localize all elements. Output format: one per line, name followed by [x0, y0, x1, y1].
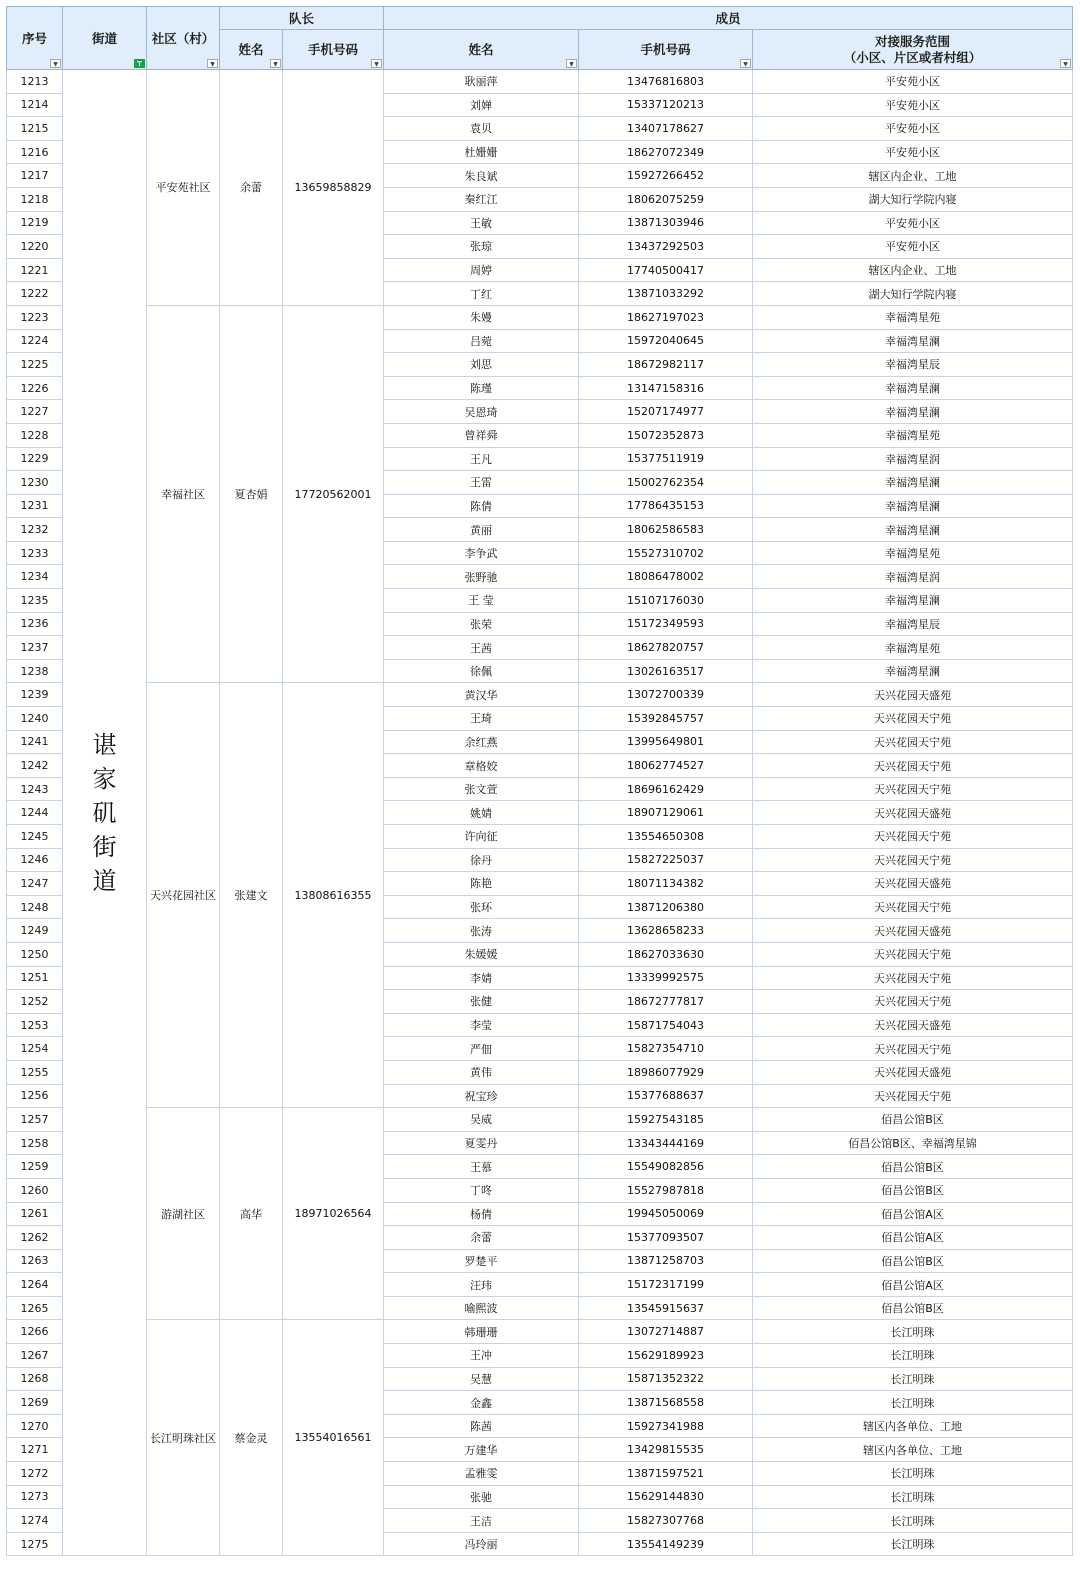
member-scope-cell[interactable]: 幸福湾星苑 [753, 305, 1073, 329]
row-seq-cell[interactable]: 1252 [7, 990, 63, 1014]
member-scope-cell[interactable]: 天兴花园天盛苑 [753, 1060, 1073, 1084]
member-phone-cell[interactable]: 13871303946 [579, 211, 753, 235]
filter-dropdown-icon[interactable]: ▼ [270, 59, 281, 68]
leader-phone-cell[interactable]: 17720562001 [283, 305, 384, 683]
filter-dropdown-icon[interactable]: ▼ [50, 59, 61, 68]
member-scope-cell[interactable]: 平安苑小区 [753, 140, 1073, 164]
header-leader-group: 队长 [220, 7, 384, 30]
row-seq-cell[interactable]: 1267 [7, 1344, 63, 1368]
member-phone-cell[interactable]: 18672982117 [579, 353, 753, 377]
row-seq-cell[interactable]: 1232 [7, 518, 63, 542]
row-seq-cell[interactable]: 1234 [7, 565, 63, 589]
community-cell[interactable]: 幸福社区 [147, 305, 220, 683]
member-scope-cell[interactable]: 湖大知行学院内寝 [753, 282, 1073, 306]
member-phone-cell[interactable]: 13554149239 [579, 1532, 753, 1556]
member-scope-cell[interactable]: 幸福湾星辰 [753, 353, 1073, 377]
row-seq-cell[interactable]: 1231 [7, 494, 63, 518]
table-row [7, 1320, 1073, 1344]
row-seq-cell[interactable]: 1271 [7, 1438, 63, 1462]
member-phone-cell[interactable]: 13072714887 [579, 1320, 753, 1344]
member-name-cell[interactable]: 陈倩 [384, 494, 579, 518]
header-leader-phone: 手机号码 ▼ [283, 30, 384, 70]
member-name-cell[interactable]: 王慕 [384, 1155, 579, 1179]
member-phone-cell[interactable]: 15629189923 [579, 1344, 753, 1368]
leader-name-cell[interactable]: 余蕾 [220, 70, 283, 306]
member-name-cell[interactable]: 刘思 [384, 353, 579, 377]
row-seq-cell[interactable]: 1235 [7, 589, 63, 613]
member-name-cell[interactable]: 杜姗姗 [384, 140, 579, 164]
member-name-cell[interactable]: 余蕾 [384, 1226, 579, 1250]
row-seq-cell[interactable]: 1247 [7, 872, 63, 896]
member-name-cell[interactable]: 张环 [384, 895, 579, 919]
member-phone-cell[interactable]: 18062075259 [579, 187, 753, 211]
member-phone-cell[interactable]: 18627197023 [579, 305, 753, 329]
member-phone-cell[interactable]: 17786435153 [579, 494, 753, 518]
member-scope-cell[interactable]: 长江明珠 [753, 1391, 1073, 1415]
member-name-cell[interactable]: 王敏 [384, 211, 579, 235]
member-name-cell[interactable]: 王 莹 [384, 589, 579, 613]
member-scope-cell[interactable]: 天兴花园天盛苑 [753, 919, 1073, 943]
member-phone-cell[interactable]: 15337120213 [579, 93, 753, 117]
member-scope-cell[interactable]: 幸福湾星润 [753, 447, 1073, 471]
member-phone-cell[interactable]: 18907129061 [579, 801, 753, 825]
member-phone-cell[interactable]: 15172317199 [579, 1273, 753, 1297]
table-row [7, 70, 1073, 94]
member-name-cell[interactable]: 丁咚 [384, 1178, 579, 1202]
community-cell[interactable]: 长江明珠社区 [147, 1320, 220, 1556]
row-seq-cell[interactable]: 1255 [7, 1060, 63, 1084]
member-scope-cell[interactable]: 平安苑小区 [753, 93, 1073, 117]
member-scope-cell[interactable]: 幸福湾星苑 [753, 423, 1073, 447]
row-seq-cell[interactable]: 1230 [7, 471, 63, 495]
member-name-cell[interactable]: 杨倩 [384, 1202, 579, 1226]
filter-dropdown-icon[interactable]: ▼ [371, 59, 382, 68]
row-seq-cell[interactable]: 1248 [7, 895, 63, 919]
member-scope-cell[interactable]: 辖区内企业、工地 [753, 164, 1073, 188]
table-row [7, 1108, 1073, 1132]
member-scope-cell[interactable]: 天兴花园天宁苑 [753, 990, 1073, 1014]
member-phone-cell[interactable]: 13871258703 [579, 1249, 753, 1273]
member-scope-cell[interactable]: 长江明珠 [753, 1320, 1073, 1344]
member-scope-cell[interactable]: 平安苑小区 [753, 235, 1073, 259]
row-seq-cell[interactable]: 1223 [7, 305, 63, 329]
member-phone-cell[interactable]: 13628658233 [579, 919, 753, 943]
member-scope-cell[interactable]: 长江明珠 [753, 1485, 1073, 1509]
table-header [7, 7, 1073, 70]
row-seq-cell[interactable]: 1249 [7, 919, 63, 943]
member-name-cell[interactable]: 金鑫 [384, 1391, 579, 1415]
member-scope-cell[interactable]: 平安苑小区 [753, 117, 1073, 141]
member-scope-cell[interactable]: 天兴花园天宁苑 [753, 707, 1073, 731]
row-seq-cell[interactable]: 1265 [7, 1296, 63, 1320]
row-seq-cell[interactable]: 1224 [7, 329, 63, 353]
leader-name-cell[interactable]: 张建文 [220, 683, 283, 1108]
row-seq-cell[interactable]: 1241 [7, 730, 63, 754]
row-seq-cell[interactable]: 1218 [7, 187, 63, 211]
member-name-cell[interactable]: 周婷 [384, 258, 579, 282]
member-name-cell[interactable]: 张健 [384, 990, 579, 1014]
row-seq-cell[interactable]: 1239 [7, 683, 63, 707]
header-community: 社区（村） ▼ [147, 7, 220, 70]
member-scope-cell[interactable]: 辖区内各单位、工地 [753, 1438, 1073, 1462]
member-scope-cell[interactable]: 幸福湾星澜 [753, 659, 1073, 683]
row-seq-cell[interactable]: 1221 [7, 258, 63, 282]
row-seq-cell[interactable]: 1240 [7, 707, 63, 731]
header-leader-name: 姓名 ▼ [220, 30, 283, 70]
member-phone-cell[interactable]: 15207174977 [579, 400, 753, 424]
member-name-cell[interactable]: 王雷 [384, 471, 579, 495]
member-name-cell[interactable]: 丁红 [384, 282, 579, 306]
member-phone-cell[interactable]: 15871352322 [579, 1367, 753, 1391]
row-seq-cell[interactable]: 1258 [7, 1131, 63, 1155]
member-scope-cell[interactable]: 天兴花园天盛苑 [753, 801, 1073, 825]
filter-dropdown-icon[interactable]: ▼ [207, 59, 218, 68]
member-scope-cell[interactable]: 天兴花园天宁苑 [753, 777, 1073, 801]
member-name-cell[interactable]: 罗楚平 [384, 1249, 579, 1273]
row-seq-cell[interactable]: 1236 [7, 612, 63, 636]
member-phone-cell[interactable]: 15549082856 [579, 1155, 753, 1179]
member-phone-cell[interactable]: 13026163517 [579, 659, 753, 683]
member-scope-cell[interactable]: 天兴花园天宁苑 [753, 848, 1073, 872]
member-name-cell[interactable]: 刘婵 [384, 93, 579, 117]
row-seq-cell[interactable]: 1253 [7, 1013, 63, 1037]
row-seq-cell[interactable]: 1275 [7, 1532, 63, 1556]
header-member-group: 成员 [384, 7, 1073, 30]
row-seq-cell[interactable]: 1263 [7, 1249, 63, 1273]
member-name-cell[interactable]: 韩珊珊 [384, 1320, 579, 1344]
header-scope: 对接服务范围 （小区、片区或者村组） ▼ [753, 30, 1073, 70]
header-member-phone: 手机号码 ▼ [579, 30, 753, 70]
member-name-cell[interactable]: 吴恩琦 [384, 400, 579, 424]
member-scope-cell[interactable]: 幸福湾星澜 [753, 471, 1073, 495]
member-scope-cell[interactable]: 幸福湾星润 [753, 565, 1073, 589]
leader-phone-cell[interactable]: 13554016561 [283, 1320, 384, 1556]
row-seq-cell[interactable]: 1227 [7, 400, 63, 424]
member-phone-cell[interactable]: 15927543185 [579, 1108, 753, 1132]
member-phone-cell[interactable]: 13554650308 [579, 825, 753, 849]
member-phone-cell[interactable]: 15002762354 [579, 471, 753, 495]
community-cell[interactable]: 游湖社区 [147, 1108, 220, 1320]
table-row [7, 305, 1073, 329]
member-name-cell[interactable]: 曾祥舜 [384, 423, 579, 447]
member-name-cell[interactable]: 秦红江 [384, 187, 579, 211]
member-scope-cell[interactable]: 长江明珠 [753, 1367, 1073, 1391]
member-name-cell[interactable]: 张驰 [384, 1485, 579, 1509]
member-phone-cell[interactable]: 15107176030 [579, 589, 753, 613]
member-table [6, 6, 1073, 1556]
member-name-cell[interactable]: 夏雯丹 [384, 1131, 579, 1155]
member-scope-cell[interactable]: 长江明珠 [753, 1462, 1073, 1486]
member-name-cell[interactable]: 张野驰 [384, 565, 579, 589]
member-name-cell[interactable]: 王洁 [384, 1509, 579, 1533]
member-name-cell[interactable]: 王琦 [384, 707, 579, 731]
leader-name-cell[interactable]: 夏杏娟 [220, 305, 283, 683]
row-seq-cell[interactable]: 1225 [7, 353, 63, 377]
member-phone-cell[interactable]: 15827354710 [579, 1037, 753, 1061]
row-seq-cell[interactable]: 1266 [7, 1320, 63, 1344]
member-scope-cell[interactable]: 佰昌公馆B区 [753, 1296, 1073, 1320]
member-scope-cell[interactable]: 佰昌公馆A区 [753, 1202, 1073, 1226]
member-scope-cell[interactable]: 佰昌公馆B区 [753, 1249, 1073, 1273]
member-phone-cell[interactable]: 13545915637 [579, 1296, 753, 1320]
member-phone-cell[interactable]: 15527987818 [579, 1178, 753, 1202]
member-phone-cell[interactable]: 18986077929 [579, 1060, 753, 1084]
member-scope-cell[interactable]: 佰昌公馆B区 [753, 1108, 1073, 1132]
member-name-cell[interactable]: 朱嫚 [384, 305, 579, 329]
leader-phone-cell[interactable]: 13659858829 [283, 70, 384, 306]
member-phone-cell[interactable]: 19945050069 [579, 1202, 753, 1226]
member-scope-cell[interactable]: 平安苑小区 [753, 211, 1073, 235]
member-scope-cell[interactable]: 辖区内企业、工地 [753, 258, 1073, 282]
member-name-cell[interactable]: 喻熙波 [384, 1296, 579, 1320]
member-phone-cell[interactable]: 15377511919 [579, 447, 753, 471]
member-phone-cell[interactable]: 18627033630 [579, 942, 753, 966]
row-seq-cell[interactable]: 1272 [7, 1462, 63, 1486]
member-scope-cell[interactable]: 幸福湾星澜 [753, 589, 1073, 613]
member-name-cell[interactable]: 吴慧 [384, 1367, 579, 1391]
member-scope-cell[interactable]: 佰昌公馆A区 [753, 1226, 1073, 1250]
member-phone-cell[interactable]: 15377093507 [579, 1226, 753, 1250]
row-seq-cell[interactable]: 1237 [7, 636, 63, 660]
row-seq-cell[interactable]: 1251 [7, 966, 63, 990]
member-phone-cell[interactable]: 17740500417 [579, 258, 753, 282]
community-cell[interactable]: 平安苑社区 [147, 70, 220, 306]
row-seq-cell[interactable]: 1245 [7, 825, 63, 849]
row-seq-cell[interactable]: 1228 [7, 423, 63, 447]
row-seq-cell[interactable]: 1274 [7, 1509, 63, 1533]
member-scope-cell[interactable]: 天兴花园天盛苑 [753, 683, 1073, 707]
member-name-cell[interactable]: 张文萱 [384, 777, 579, 801]
row-seq-cell[interactable]: 1229 [7, 447, 63, 471]
member-phone-cell[interactable]: 15527310702 [579, 541, 753, 565]
member-phone-cell[interactable]: 15972040645 [579, 329, 753, 353]
member-scope-cell[interactable]: 幸福湾星苑 [753, 541, 1073, 565]
member-name-cell[interactable]: 吴威 [384, 1108, 579, 1132]
member-scope-cell[interactable]: 佰昌公馆A区 [753, 1273, 1073, 1297]
row-seq-cell[interactable]: 1256 [7, 1084, 63, 1108]
member-phone-cell[interactable]: 13476816803 [579, 70, 753, 94]
member-phone-cell[interactable]: 13339992575 [579, 966, 753, 990]
member-phone-cell[interactable]: 18627072349 [579, 140, 753, 164]
member-scope-cell[interactable]: 幸福湾星苑 [753, 636, 1073, 660]
member-name-cell[interactable]: 李婧 [384, 966, 579, 990]
member-scope-cell[interactable]: 辖区内各单位、工地 [753, 1414, 1073, 1438]
member-name-cell[interactable]: 严佃 [384, 1037, 579, 1061]
member-name-cell[interactable]: 姚婧 [384, 801, 579, 825]
member-scope-cell[interactable]: 天兴花园天宁苑 [753, 966, 1073, 990]
street-cell[interactable]: 谌 家 矶 街 道 [63, 70, 147, 1556]
row-seq-cell[interactable]: 1264 [7, 1273, 63, 1297]
leader-phone-cell[interactable]: 13808616355 [283, 683, 384, 1108]
member-scope-cell[interactable]: 佰昌公馆B区 [753, 1155, 1073, 1179]
member-phone-cell[interactable]: 15871754043 [579, 1013, 753, 1037]
member-phone-cell[interactable]: 13343444169 [579, 1131, 753, 1155]
row-seq-cell[interactable]: 1242 [7, 754, 63, 778]
member-name-cell[interactable]: 朱媛媛 [384, 942, 579, 966]
member-phone-cell[interactable]: 15377688637 [579, 1084, 753, 1108]
member-name-cell[interactable]: 章格姣 [384, 754, 579, 778]
filter-dropdown-icon[interactable]: ▼ [740, 59, 751, 68]
member-phone-cell[interactable]: 13072700339 [579, 683, 753, 707]
member-name-cell[interactable]: 陈瑾 [384, 376, 579, 400]
member-scope-cell[interactable]: 佰昌公馆B区 [753, 1178, 1073, 1202]
member-phone-cell[interactable]: 15827225037 [579, 848, 753, 872]
member-name-cell[interactable]: 王冲 [384, 1344, 579, 1368]
member-scope-cell[interactable]: 天兴花园天宁苑 [753, 825, 1073, 849]
member-scope-cell[interactable]: 幸福湾星澜 [753, 329, 1073, 353]
row-seq-cell[interactable]: 1217 [7, 164, 63, 188]
member-phone-cell[interactable]: 13147158316 [579, 376, 753, 400]
member-name-cell[interactable]: 黄丽 [384, 518, 579, 542]
member-name-cell[interactable]: 黄伟 [384, 1060, 579, 1084]
header-member-name: 姓名 ▼ [384, 30, 579, 70]
member-phone-cell[interactable]: 18062586583 [579, 518, 753, 542]
member-scope-cell[interactable]: 长江明珠 [753, 1509, 1073, 1533]
member-scope-cell[interactable]: 平安苑小区 [753, 70, 1073, 94]
member-phone-cell[interactable]: 13871568558 [579, 1391, 753, 1415]
member-name-cell[interactable]: 张琼 [384, 235, 579, 259]
member-scope-cell[interactable]: 幸福湾星澜 [753, 494, 1073, 518]
member-phone-cell[interactable]: 15172349593 [579, 612, 753, 636]
member-phone-cell[interactable]: 15072352873 [579, 423, 753, 447]
member-name-cell[interactable]: 徐丹 [384, 848, 579, 872]
row-seq-cell[interactable]: 1250 [7, 942, 63, 966]
member-scope-cell[interactable]: 天兴花园天宁苑 [753, 895, 1073, 919]
member-phone-cell[interactable]: 18086478002 [579, 565, 753, 589]
leader-name-cell[interactable]: 蔡金灵 [220, 1320, 283, 1556]
member-name-cell[interactable]: 冯玲丽 [384, 1532, 579, 1556]
member-phone-cell[interactable]: 15392845757 [579, 707, 753, 731]
member-scope-cell[interactable]: 幸福湾星辰 [753, 612, 1073, 636]
member-name-cell[interactable]: 孟雅雯 [384, 1462, 579, 1486]
member-scope-cell[interactable]: 长江明珠 [753, 1532, 1073, 1556]
member-name-cell[interactable]: 汪玮 [384, 1273, 579, 1297]
member-phone-cell[interactable]: 13995649801 [579, 730, 753, 754]
member-scope-cell[interactable]: 幸福湾星澜 [753, 400, 1073, 424]
table-body [7, 70, 1073, 1556]
member-name-cell[interactable]: 张荣 [384, 612, 579, 636]
row-seq-cell[interactable]: 1259 [7, 1155, 63, 1179]
filter-dropdown-icon[interactable]: ▼ [566, 59, 577, 68]
community-cell[interactable]: 天兴花园社区 [147, 683, 220, 1108]
member-name-cell[interactable]: 余红燕 [384, 730, 579, 754]
member-phone-cell[interactable]: 15927266452 [579, 164, 753, 188]
row-seq-cell[interactable]: 1219 [7, 211, 63, 235]
member-name-cell[interactable]: 王茜 [384, 636, 579, 660]
row-seq-cell[interactable]: 1226 [7, 376, 63, 400]
member-scope-cell[interactable]: 佰昌公馆B区、幸福湾星锦 [753, 1131, 1073, 1155]
member-name-cell[interactable]: 陈茜 [384, 1414, 579, 1438]
row-seq-cell[interactable]: 1246 [7, 848, 63, 872]
row-seq-cell[interactable]: 1257 [7, 1108, 63, 1132]
row-seq-cell[interactable]: 1222 [7, 282, 63, 306]
filter-active-icon[interactable]: T [134, 59, 145, 68]
row-seq-cell[interactable]: 1233 [7, 541, 63, 565]
member-scope-cell[interactable]: 天兴花园天宁苑 [753, 942, 1073, 966]
member-phone-cell[interactable]: 18062774527 [579, 754, 753, 778]
row-seq-cell[interactable]: 1215 [7, 117, 63, 141]
row-seq-cell[interactable]: 1262 [7, 1226, 63, 1250]
member-name-cell[interactable]: 袁贝 [384, 117, 579, 141]
member-phone-cell[interactable]: 18627820757 [579, 636, 753, 660]
member-name-cell[interactable]: 万建华 [384, 1438, 579, 1462]
member-name-cell[interactable]: 耿丽萍 [384, 70, 579, 94]
member-phone-cell[interactable]: 15927341988 [579, 1414, 753, 1438]
member-name-cell[interactable]: 张涛 [384, 919, 579, 943]
member-phone-cell[interactable]: 15827307768 [579, 1509, 753, 1533]
row-seq-cell[interactable]: 1244 [7, 801, 63, 825]
member-name-cell[interactable]: 李莹 [384, 1013, 579, 1037]
row-seq-cell[interactable]: 1270 [7, 1414, 63, 1438]
row-seq-cell[interactable]: 1260 [7, 1178, 63, 1202]
row-seq-cell[interactable]: 1268 [7, 1367, 63, 1391]
row-seq-cell[interactable]: 1216 [7, 140, 63, 164]
member-phone-cell[interactable]: 18696162429 [579, 777, 753, 801]
member-scope-cell[interactable]: 幸福湾星澜 [753, 518, 1073, 542]
member-phone-cell[interactable]: 13871033292 [579, 282, 753, 306]
member-scope-cell[interactable]: 天兴花园天宁苑 [753, 730, 1073, 754]
member-name-cell[interactable]: 李争武 [384, 541, 579, 565]
leader-phone-cell[interactable]: 18971026564 [283, 1108, 384, 1320]
row-seq-cell[interactable]: 1243 [7, 777, 63, 801]
row-seq-cell[interactable]: 1273 [7, 1485, 63, 1509]
member-name-cell[interactable]: 吕菀 [384, 329, 579, 353]
member-phone-cell[interactable]: 15629144830 [579, 1485, 753, 1509]
row-seq-cell[interactable]: 1220 [7, 235, 63, 259]
row-seq-cell[interactable]: 1213 [7, 70, 63, 94]
row-seq-cell[interactable]: 1238 [7, 659, 63, 683]
member-phone-cell[interactable]: 13437292503 [579, 235, 753, 259]
member-phone-cell[interactable]: 18071134382 [579, 872, 753, 896]
member-phone-cell[interactable]: 13871597521 [579, 1462, 753, 1486]
header-seq: 序号 ▼ [7, 7, 63, 70]
member-name-cell[interactable]: 徐佩 [384, 659, 579, 683]
member-name-cell[interactable]: 黄汉华 [384, 683, 579, 707]
member-scope-cell[interactable]: 湖大知行学院内寝 [753, 187, 1073, 211]
member-name-cell[interactable]: 陈艳 [384, 872, 579, 896]
member-phone-cell[interactable]: 13429815535 [579, 1438, 753, 1462]
member-scope-cell[interactable]: 长江明珠 [753, 1344, 1073, 1368]
row-seq-cell[interactable]: 1214 [7, 93, 63, 117]
member-phone-cell[interactable]: 13407178627 [579, 117, 753, 141]
table-row [7, 683, 1073, 707]
filter-dropdown-icon[interactable]: ▼ [1060, 59, 1071, 68]
member-scope-cell[interactable]: 幸福湾星澜 [753, 376, 1073, 400]
leader-name-cell[interactable]: 高华 [220, 1108, 283, 1320]
member-scope-cell[interactable]: 天兴花园天宁苑 [753, 1037, 1073, 1061]
member-name-cell[interactable]: 祝宝珍 [384, 1084, 579, 1108]
member-name-cell[interactable]: 朱良斌 [384, 164, 579, 188]
member-phone-cell[interactable]: 13871206380 [579, 895, 753, 919]
member-scope-cell[interactable]: 天兴花园天宁苑 [753, 754, 1073, 778]
member-scope-cell[interactable]: 天兴花园天盛苑 [753, 872, 1073, 896]
member-scope-cell[interactable]: 天兴花园天宁苑 [753, 1084, 1073, 1108]
row-seq-cell[interactable]: 1261 [7, 1202, 63, 1226]
member-scope-cell[interactable]: 天兴花园天盛苑 [753, 1013, 1073, 1037]
row-seq-cell[interactable]: 1254 [7, 1037, 63, 1061]
member-phone-cell[interactable]: 18672777817 [579, 990, 753, 1014]
header-street: 街道 T [63, 7, 147, 70]
row-seq-cell[interactable]: 1269 [7, 1391, 63, 1415]
member-name-cell[interactable]: 王凡 [384, 447, 579, 471]
member-name-cell[interactable]: 许向征 [384, 825, 579, 849]
